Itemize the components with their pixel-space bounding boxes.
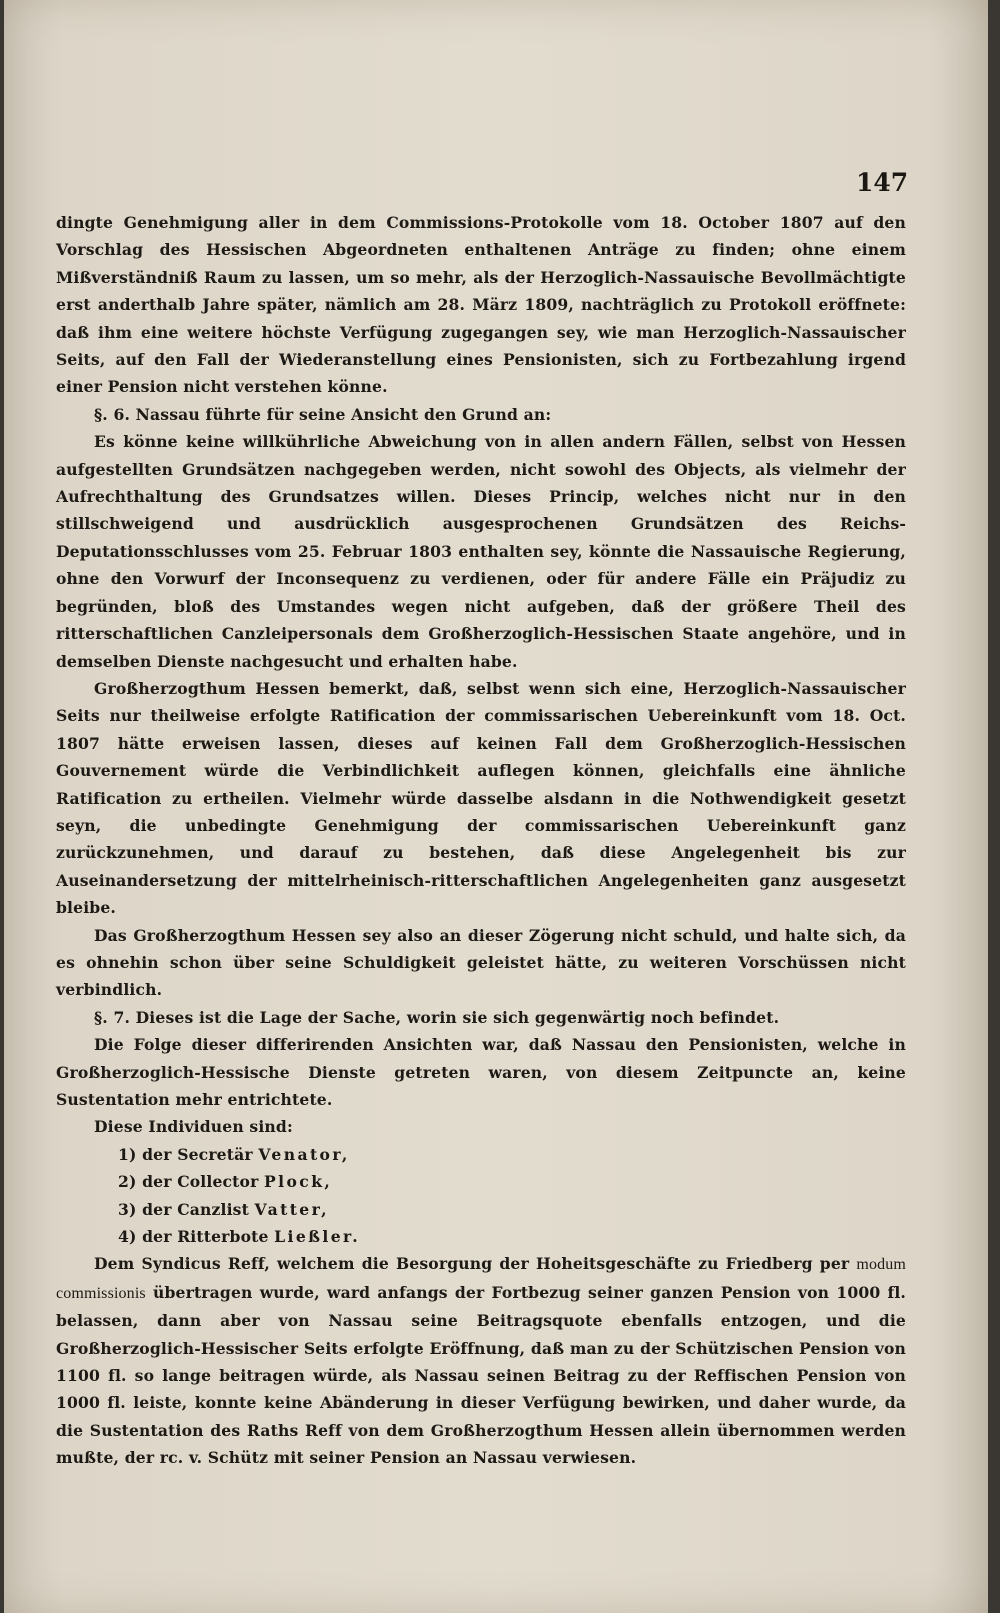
list-number: 3) (118, 1199, 137, 1219)
list-item (56, 1168, 906, 1195)
paragraph-reff-pension (56, 1250, 906, 1471)
list-name: Venator, (258, 1144, 350, 1164)
list-title: der Canzlist (142, 1199, 249, 1219)
section-6-heading: §. 6. Nassau führte für seine Ansicht den Grund an: (94, 404, 552, 424)
list-name: Ließler. (274, 1227, 361, 1247)
list-number: 1) (118, 1144, 137, 1164)
paragraph-nassau-argument: Es könne keine willkührliche Abweichung von in allen andern Fällen, selbst von Hessen aufgestellten Grundsätzen nachgegeben werden, nicht sowohl des Objects, als vielmehr der Aufrechthaltung des Grundsatzes willen. Dieses Princip, welches nicht nur in den stillschweigend und ausdrücklich ausgesprochenen Grundsätzen des Reichs-Deputationsschlusses vom 25. Februar 1803 enthalten sey, könnte die Nassauische Regierung, ohne den Vorwurf der Inconsequenz zu verdienen, oder für andere Fälle ein Präjudiz zu begründen, bloß des Umstandes wegen nicht aufgeben, daß der größere Theil des ritterschaftlichen Canzleipersonals dem Großherzoglich-Hessischen Staate angehöre, und in demselben Dienste nachgesucht und erhalten habe. (56, 432, 906, 671)
list-number: 2) (118, 1172, 137, 1192)
list-name: Vatter, (254, 1199, 329, 1219)
reff-text-end: übertragen wurde, ward anfangs der Fortbezug seiner ganzen Pension von 1000 fl. belassen, dann aber von Nassau seine Beitragsquote ebenfalls entzogen, und die Großherzoglich-Hessischer Seits erfolgte Eröffnung, daß man zu der Schützischen Pension von 1100 fl. so lange beitragen würde, als Nassau seinen Beitrag zu der Reffischen Pension von 1000 fl. leiste, konnte keine Abänderung in dieser Verfügung bewirken, und daher wurde, da die Sustentation des Raths Reff von dem Großherzogthum Hessen allein übernommen werden mußte, der rc. v. Schütz mit seiner Pension an Nassau verwiesen. (56, 1282, 906, 1468)
list-item (56, 1223, 906, 1250)
body-text (56, 209, 906, 1472)
list-item (56, 1141, 906, 1168)
list-title: der Ritterbote (142, 1227, 269, 1247)
list-number: 4) (118, 1227, 137, 1247)
list-item (56, 1196, 906, 1223)
latin-phrase: modum commissionis (56, 1256, 906, 1302)
reff-text-start: Dem Syndicus Reff, welchem die Besorgung der Hoheitsgeschäfte zu Friedberg per (94, 1254, 857, 1274)
document-page (4, 0, 988, 1613)
paragraph-consequence: Die Folge dieser differirenden Ansichten war, daß Nassau den Pensionisten, welche in Großherzoglich-Hessische Dienste getreten waren, von diesem Zeitpuncte an, keine Sustentation mehr entrichtete. (56, 1035, 906, 1109)
paragraph-hessen-conclusion: Das Großherzogthum Hessen sey also an dieser Zögerung nicht schuld, und halte sich, da es ohnehin schon über seine Schuldigkeit geleistet hätte, zu weiteren Vorschüssen nicht verbindlich. (56, 925, 906, 1000)
list-title: der Collector (142, 1172, 259, 1192)
list-title: der Secretär (142, 1144, 253, 1164)
paragraph-hessen-remark: Großherzogthum Hessen bemerkt, daß, selbst wenn sich eine, Herzoglich-Nassauischer Seits nur theilweise erfolgte Ratification der commissarischen Uebereinkunft vom 18. Oct. 1807 hätte erweisen lassen, dieses auf keinen Fall dem Großherzoglich-Hessischen Gouvernement würde die Verbindlichkeit auflegen können, gleichfalls eine ähnliche Ratification zu ertheilen. Vielmehr würde dasselbe alsdann in die Nothwendigkeit gesetzt seyn, die unbedingte Genehmigung der commissarischen Uebereinkunft ganz zurückzunehmen, und darauf zu bestehen, daß diese Angelegenheit bis zur Auseinandersetzung der mittelrheinisch-ritterschaftlichen Angelegenheiten ganz ausgesetzt bleibe. (56, 678, 906, 918)
paragraph-individuals-intro: Diese Individuen sind: (94, 1117, 293, 1137)
section-7-heading: §. 7. Dieses ist die Lage der Sache, worin sie sich gegenwärtig noch befindet. (94, 1007, 780, 1027)
page-number: 147 (856, 168, 909, 197)
paragraph-continued: dingte Genehmigung aller in dem Commissions-Protokolle vom 18. October 1807 auf den Vorschlag des Hessischen Abgeordneten enthaltenen Anträge zu finden; ohne einem Mißverständniß Raum zu lassen, um so mehr, als der Herzoglich-Nassauische Bevollmächtigte erst anderthalb Jahre später, nämlich am 28. März 1809, nachträglich zu Protokoll eröffnete: daß ihm eine weitere höchste Verfügung zugegangen sey, wie man Herzoglich-Nassauischer Seits, auf den Fall der Wiederanstellung eines Pensionisten, sich zu Fortbezahlung irgend einer Pension nicht verstehen könne. (56, 213, 906, 397)
list-name: Plock, (264, 1172, 333, 1192)
